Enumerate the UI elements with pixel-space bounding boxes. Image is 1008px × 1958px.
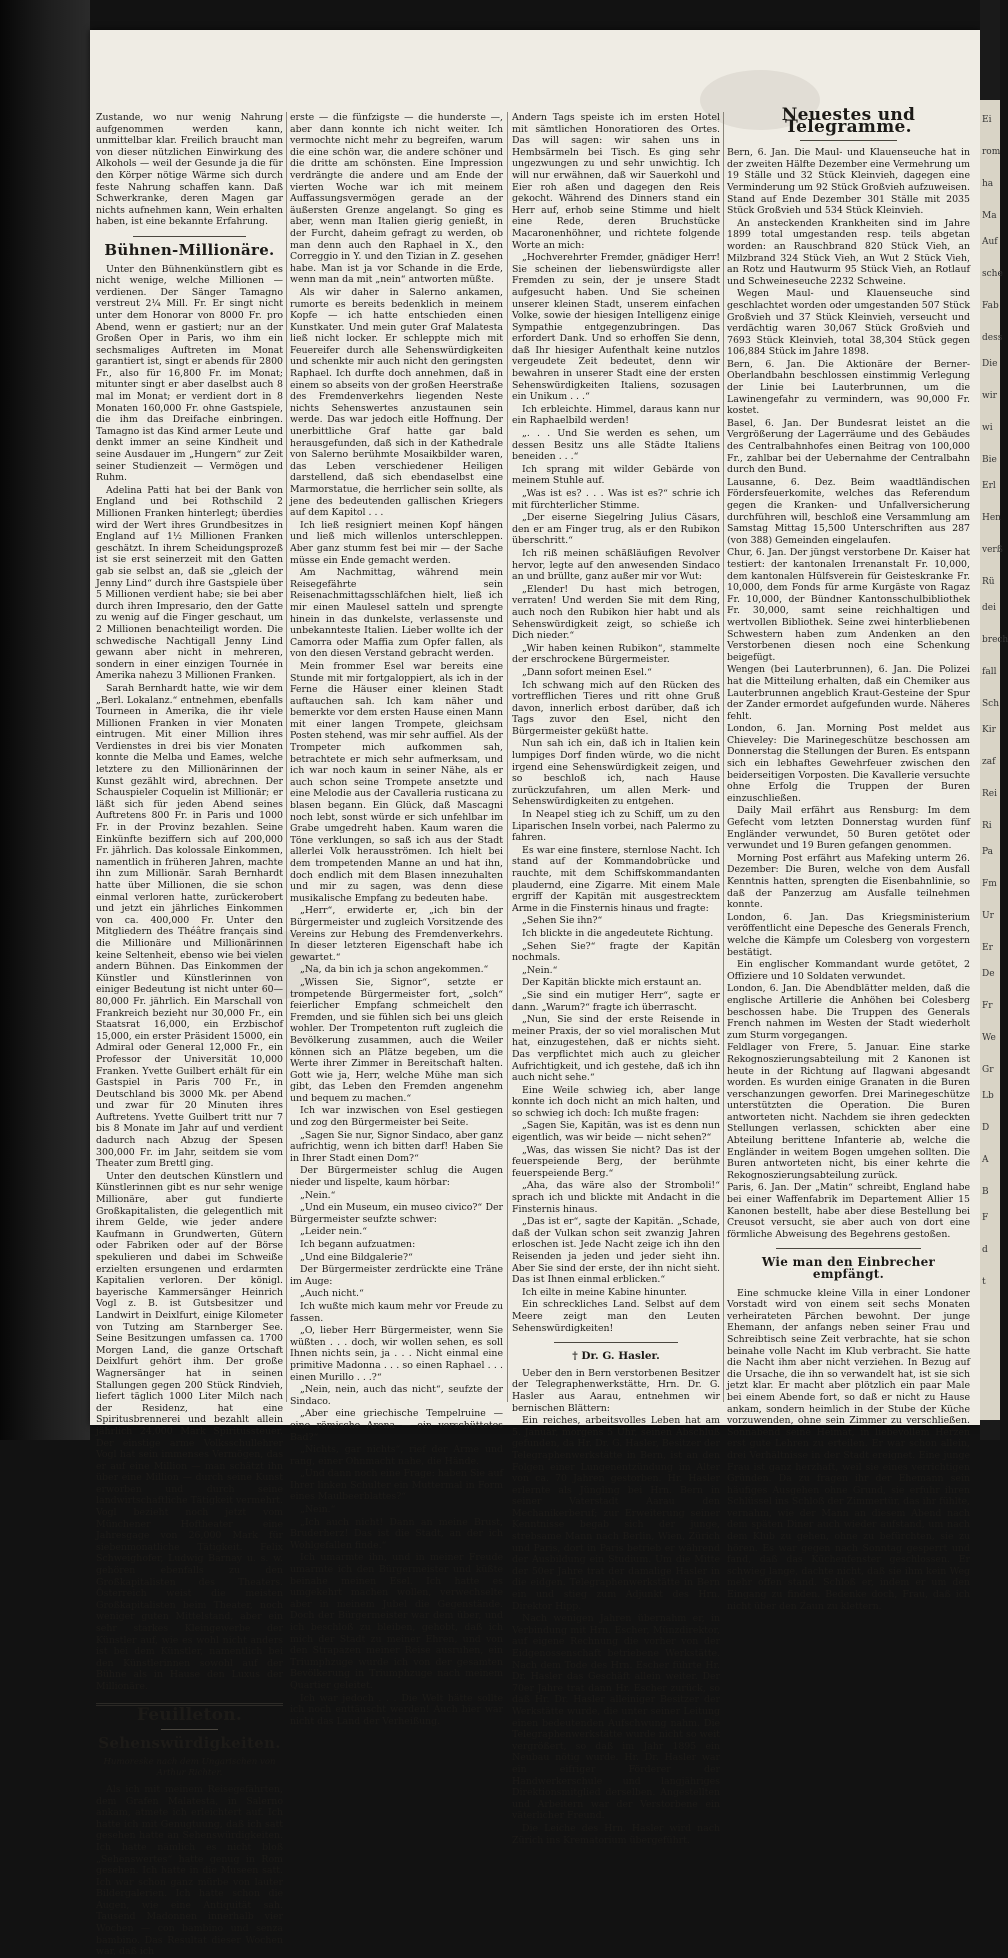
column-rule bbox=[507, 112, 508, 1402]
paragraph: „Aha, das wäre also der Stromboli!“ sprach ich und blickte mit Andacht in die Finsternis hinaus. bbox=[512, 1180, 720, 1215]
adjacent-page-fragment: Fr bbox=[982, 1001, 993, 1011]
adjacent-page-fragment: Kir bbox=[982, 725, 996, 735]
adjacent-page-fragment: We bbox=[982, 1033, 996, 1043]
paragraph: Ich riß meinen schäßläufigen Revolver hervor, legte auf den anwesenden Sindaco an und brüllte, ganz außer mir vor Wut: bbox=[512, 547, 720, 583]
paragraph: Der Bürgermeister schlug die Augen nieder und lispelte, kaum hörbar: bbox=[290, 1165, 503, 1189]
paragraph: Andern Tags speiste ich im ersten Hotel mit sämtlichen Honoratioren des Ortes. Das will sagen: wir sahen uns in Hembsärmeln bei Tisch. Es ging sehr ungezwungen zu und sehr unwichtig. Ich will nur erwähnen, daß wir Sauerkohl und Eier roh aßen und dagegen den Reis gekocht. Während des Dinners stand ein Herr auf, erhob seine Stimme und hielt eine Rede, deren Bruchstücke Macaronenhöhner, und richtete folgende Worte an mich: bbox=[512, 112, 720, 251]
adjacent-page-fragment: fall bbox=[982, 667, 997, 677]
news-item: Wegen Maul- und Klauenseuche sind geschlachtet worden oder umgestanden 507 Stück Großvieh und 37 Stück Kleinvieh, verseucht und verdächtig waren 30,067 Stück Großvieh und 7693 Stück Kleinvieh, total 38,304 Stück gegen 106,884 Stück im Jahre 1898. bbox=[727, 288, 970, 358]
paragraph: Als ich mit meinem Reisegefährten, dem Grafen Malatesta, in Salerno ankam, atmete ich erleichtert auf. Ich hatte ich mit Genugtuung, daß ich satt gesehen hatte an Sehenswürdigkeiten. Ich hatte nämlich es nicht bloß „Sehenswertes“ hatte genug in Rom gesehen. Ich hatte in die Museen satt. Ich war schon ganz mürbe von lauter Bildergalerien. Ich hatte schon die Augen, wie eine Antiquität sah. Tausend Madonnen innerhalb vier Wochen — con bambino und senza bambino. Das Resultat dieser Wochen war, daß ich bbox=[96, 1783, 283, 1958]
column-rule bbox=[723, 112, 724, 1402]
paragraph: „O, lieber Herr Bürgermeister, wenn Sie wüßten . . . doch, wir wollen sehen, es soll Ihnen nichts sein, ja . . . Nicht einmal eine primitive Madonna . . . so einen Raphael . . . einen Murillo . . .?“ bbox=[290, 1325, 503, 1383]
adjacent-page-fragment: Er bbox=[982, 943, 993, 953]
paragraph: Der Bürgermeister zerdrückte eine Träne im Auge: bbox=[290, 1264, 503, 1287]
paragraph: „Was, das wissen Sie nicht? Das ist der feuerspeiende Berg, der berühmte feuerspeiende Berg.“ bbox=[512, 1144, 720, 1179]
paragraph: Ich war inzwischen von Esel gestiegen und zog den Bürgermeister bei Seite. bbox=[290, 1105, 503, 1129]
news-item: Basel, 6. Jan. Der Bundesrat leistet an die Vergrößerung der Lagerräume und des Gebäudes des Centralbahnhofes einen Beitrag von 100,000 Fr., zahlbar bei der Uebernahme der Centralbahn durch den Bund. bbox=[727, 417, 970, 476]
article-title-einbrecher: Wie man den Einbrecher empfängt. bbox=[761, 1255, 936, 1281]
adjacent-page-fragment: dei bbox=[982, 603, 996, 613]
adjacent-page-fragment: Rei bbox=[982, 789, 997, 799]
paragraph: Eine schmucke kleine Villa in einer Londoner Vorstadt wird von einem seit sechs Monaten verheirateten Pärchen bewohnt. Der junge Ehemann, der anfangs neben seiner Frau und Schreibtisch seine Zeit verbrachte, hat sie schon beinahe volle Nacht im Klub verbracht. Sie hatte die Nacht ihm aber nicht verziehen. In Bezug auf die Ursache, die ihn so verwandelt hat, ist sie sich jetzt klar. Er macht aber plötzlich ein paar Male bei einem Abende fort, so daß er nicht zu Hause ankam, sondern heimlich in der Stube der Küche vorzuwenden, ohne sein Zimmer zu verschließen. Sonnabend seine Heimat, in liebevollem Herzen erst gute Lehren zu erteilen. Er war schon allein, drei Verhältnisse in der Stadt ereignet. Eine junge Frau ist ganz herzhaft, weil sie eines verrichtigen Gründen. Da zu fragen ihr der Ehemann sein häufiges Ausgehen ohne Grund, sie erfuhr ihren Schlüssel ins Schloß der Zimmertür, das ihr fühlte, vernahm, wie der Mann an diesem Abend nach dem späten Diner auch wieder aufstand, um nach dem Klub zu gehen, ohne zu befürchten, sie zu hören. Es war gegen nach Sonntag gesperrt und fand, daß das Küchenfenster geschlossen. Er schwieg lange, dachte nicht, daß sie ihm kein Weg mehr offen stand. Schloß er, indem er um den Eingang zu finden. Bedenke doch, Frau, daß ich nicht über den Zaun zu klettern. bbox=[727, 1287, 970, 1612]
story-subtitle: Humoreske nach dem Ungarischen von Arthur Richter. bbox=[103, 1756, 276, 1779]
paragraph: „Was ist es? . . . Was ist es?“ schrie ich mit fürchterlicher Stimme. bbox=[512, 488, 720, 511]
adjacent-page-fragment: Fab bbox=[982, 301, 999, 311]
adjacent-page-fragment: Bie bbox=[982, 455, 997, 465]
paragraph: Ich eilte in meine Kabine hinunter. bbox=[522, 1286, 687, 1298]
news-item: Bern, 6. Jan. Die Aktionäre der Berner-Oberlandbahn beschlossen einstimmig Verlegung der Linie bei Lauterbrunnen, um die Lawinengefahr zu vermindern, was 90,000 Fr. kostet. bbox=[727, 358, 970, 417]
paragraph: „Ich auch nicht! Dann an meine Brust, Bruderherz! Das ist die Stadt, an der ich Wohlgefallen finde.“ bbox=[290, 1516, 503, 1551]
adjacent-page-fragment: Rü bbox=[982, 577, 995, 587]
adjacent-page-fragment: brech bbox=[982, 635, 1008, 645]
adjacent-page-edge bbox=[980, 100, 1008, 1420]
paragraph: „Und dann noch eine Frage: haben Sie auf Ihrer linken Schulter ein Muttermal in Form eines Maulbeerblattes?“ bbox=[290, 1468, 503, 1503]
story-title: Sehenswürdigkeiten. bbox=[98, 1734, 281, 1753]
divider bbox=[800, 140, 897, 141]
paragraph: Nach wenigen Jahren übernahm er, in Verbindung mit Hrn. Escher, Münzdirektor, auf eigene Rechnung die vorher von der Eidgenossenschaft betriebene Werkstätte. Nach dem Tode des Hrn. Escher führte Hr. Dr. Hasler das Geschäft allein weiter. Der 70er Jahre trat dann Hr. Escher zurück, so daß Hr. Dr. Hasler alleiniger Besitzer der Werkstätte wurde, die unter seiner Leitung einen bedeutenden Aufschwung nahm. Die Telegraphenwerkstätte wurde nicht so weit vergrößert, so daß im Jahr 1895 ein Neubau nötig wurde. Hr. Dr. Hasler war ein eifriger Förderer der Handwerkerschule und langjähriges Direktionsmitglied derselben. Angestellten und Arbeitern war der Verstorbene ein väterlicher Freund. bbox=[512, 1613, 720, 1822]
paragraph: „Und ein Museum, ein museo civico?“ Der Bürgermeister seufzte schwer: bbox=[290, 1202, 503, 1225]
paragraph: „Auch nicht.“ bbox=[300, 1288, 364, 1300]
adjacent-page-fragment: sche bbox=[982, 269, 1003, 279]
news-item: Daily Mail erfährt aus Rensburg: Im dem Gefecht vom letzten Donnerstag wurden fünf Engländer verwundet, 50 Buren getötet oder verwundet und 19 Buren gefangen genommen. bbox=[727, 805, 970, 852]
paragraph: Ein schreckliches Land. Selbst auf dem Meere zeigt man den Leuten Sehenswürdigkeiten! bbox=[512, 1299, 720, 1334]
paragraph: Der Kapitän blickte mich erstaunt an. bbox=[522, 977, 702, 989]
paragraph: Ich sprang mit wilder Gebärde von meinem Stuhle auf. bbox=[512, 463, 720, 487]
adjacent-page-fragment: Fm bbox=[982, 879, 997, 889]
column-4 bbox=[727, 105, 970, 1612]
news-item: Wengen (bei Lauterbrunnen), 6. Jan. Die Polizei hat die Mitteilung erhalten, daß ein Chemiker aus Lauterbrunnen angeblich Kraut-Gesteine der Spur der Zander ermordet aufgefunden wurde. Näheres fehlt. bbox=[727, 664, 970, 722]
adjacent-page-fragment: B bbox=[982, 1187, 989, 1197]
paragraph: „Und eine Bildgalerie?“ bbox=[300, 1251, 413, 1263]
column-1 bbox=[96, 112, 283, 1958]
adjacent-page-fragment: D bbox=[982, 1123, 990, 1133]
paragraph: „Wir haben keinen Rubikon“, stammelte der erschrockene Bürgermeister. bbox=[512, 642, 720, 666]
news-item: Chur, 6. Jan. Der jüngst verstorbene Dr. Kaiser hat testiert: der kantonalen Irrenanstalt Fr. 10,000, dem kantonalen Hülfsverein für Geisteskranke Fr. 10,000, dem Fonds für arme Kurgäste von Ragaz Fr. 10,000, der Bündner Kantonsschulbibliothek Fr. 30,000, samt seine reichhaltigen und wertvollen Bibliothek. Seine zwei hinterbliebenen Schwestern haben zum Andenken an den Verstorbenen diesen noch eine Schenkung beigefügt. bbox=[727, 547, 970, 663]
paragraph: Ich umarmte ihn, und in meiner Freude umarmte ich den Bürgermeister und küßte beinahe meinen Esel. Ich hatte es umgekehrt machen wollen, verwechselte aber in meinem Jubel die Gegenstände. Doch der Bürgermeister war dem über, und ich beschloß zu bleiben, gehobt, daß ich mich der Stadt zu meiner Ehren, und von den Strapazen meiner Reise ausruhen, ein Triumphzuge wurde ich von der gesamten Bevölkerung in Triumphzuge nach meinem Quartier geleitet. bbox=[290, 1552, 503, 1691]
paragraph: „Leider nein.“ bbox=[300, 1226, 368, 1238]
adjacent-page-fragment: t bbox=[982, 1277, 986, 1287]
adjacent-page-fragment: wi bbox=[982, 423, 993, 433]
news-item: Bern, 6. Jan. Die Maul- und Klauenseuche hat in der zweiten Hälfte Dezember eine Vermehrung um 19 Ställe und 32 Stück Kleinvieh, dagegen eine Verminderung um 92 Stück Großvieh aufzuweisen. Stand auf Ende Dezember 301 Ställe mit 2035 Stück Großvieh und 534 Stück Kleinvieh. bbox=[727, 147, 970, 217]
paragraph: Ich blickte in die angedeutete Richtung. bbox=[522, 927, 714, 939]
adjacent-page-fragment: Ur bbox=[982, 911, 994, 921]
paragraph: Mein frommer Esel war bereits eine Stunde mit mir fortgaloppiert, als ich in der Ferne die Häuser einer kleinen Stadt auftauchen sah. Ich kam näher und bemerkte vor dem ersten Hause einen Mann mit einer langen Trompete, gleichsam Posten stehend, was mir sehr auffiel. Als der Trompeter mich aufkommen sah, betrachtete er mich sehr aufmerksam, und ich war noch kaum in seiner Nähe, als er auch schon seine Trompete ansetzte und eine Melodie aus der Cavalleria rusticana zu blasen begann. Ein Glück, daß Mascagni noch lebt, sonst würde er sich unfehlbar im Grabe umgedreht haben. Kaum waren die Töne verklungen, so saß ich aus der Stadt allerlei Volk herausströmen. Ich hielt bei dem trompetenden Manne an und hat ihn, doch endlich mit dem Blasen innezuhalten und mir zu sagen, was denn diese musikalische Empfang zu bedeuten habe. bbox=[290, 660, 503, 904]
column-rule bbox=[286, 112, 287, 1402]
adjacent-page-fragment: Hen bbox=[982, 513, 1001, 523]
paragraph: „Nichts, gar nichts“, rief der Arme und rang, einer Ohnmacht nahe, die Hände. bbox=[290, 1444, 503, 1467]
paragraph: Ueber den in Bern verstorbenen Besitzer der Telegraphenwerkstätte, Hrn. Dr. G. Hasler aus Aarau, entnehmen wir bernischen Blättern: bbox=[512, 1367, 720, 1414]
paragraph: „Sie sind ein mutiger Herr“, sagte er dann. „Warum?“ fragte ich überrascht. bbox=[512, 989, 720, 1013]
adjacent-page-fragment: rom bbox=[982, 147, 1001, 157]
paragraph: „Na, da bin ich ja schon angekommen.“ bbox=[300, 964, 489, 976]
paragraph: „Nein.“ bbox=[300, 1189, 336, 1201]
divider bbox=[554, 1342, 679, 1343]
paragraph: „Nein.“ bbox=[300, 1504, 336, 1516]
paragraph: „Hochverehrter Fremder, gnädiger Herr! Sie scheinen der liebenswürdigste aller Fremden zu sein, der je unsere Stadt aufgesucht haben. Und Sie scheinen unserer kleinen Stadt, unserem einfachen Volke, sowie der hiesigen Intelligenz einige Sympathie entgegenzubringen. Das erfordert Dank. Und so erhoffen Sie denn, daß Ihr hiesiger Aufenthalt keine nutzlos vergeudete Zeit bedeutet, denn wir bewahren in unserer Stadt eine der ersten Sehenswürdigkeiten Italiens, sozusagen ein Unikum . . .“ bbox=[512, 252, 720, 403]
paragraph: Adelina Patti hat bei der Bank von England und bei Rothschild 2 Millionen Franken hinterlegt; überdies wird der Wert ihres Grundbesitzes in England auf 1½ Millionen Franken geschätzt. In ihrem Scheidungsprozeß ist sie erst seinerzeit mit den Gatten gab sie selbst an, daß sie „gleich der Jenny Lind“ durch ihre Gastspiele über 5 Millionen verdient habe; sie bei aber durch ihren Impresario, den der Gatte zu wenig auf die Finger geschaut, um 2 Millionen benachteiligt worden. Die schwedische Nachtigall Jenny Lind gewann aber nicht in mehreren, sondern in einer einzigen Tournée in Amerika nahezu 3 Millionen Franken. bbox=[96, 484, 283, 682]
paragraph: „Sagen Sie nur, Signor Sindaco, aber ganz aufrichtig, wenn ich bitten darf! Haben Sie in Ihrer Stadt einen Dom?“ bbox=[290, 1129, 503, 1164]
news-item: Feldlager von Frere, 5. Januar. Eine starke Rekognoszierungsabteilung mit 2 Kanonen ist heute in der Richtung auf Ilagwani abgesandt worden. Es wurden einige Granaten in die Buren verschanzungen geworfen. Drei Marinegeschütze unterstützten die Operation. Die Buren antworteten nicht. Nachdem sie ihren gedeckten Stellungen verlassen, schickten aber eine Abteilung berittene Infanterie ab, welche die Engländer in weitem Bogen umgehen sollten. Die Buren antworteten nicht, bis einer kehrte die Rekognoszierungsabteilung zurück. bbox=[727, 1042, 970, 1181]
paragraph: Eine Weile schwieg ich, aber lange konnte ich doch nicht an mich halten, und so schwieg ich doch: Ich mußte fragen: bbox=[512, 1084, 720, 1119]
paragraph: Sarah Bernhardt hatte, wie wir dem „Berl. Lokalanz.“ entnehmen, ebenfalls Tourneen in Amerika, die ihr viele Millionen Franken in vier Monaten eintrugen. Mit einer Million ihres Verdienstes in drei bis vier Monaten konnte die Melba und Eames, welche letztere zu den Millionärinnen der Kunst gezählt wird, abrechnen. Der Schauspieler Coquelin ist Millionär; er läßt sich für jeden Abend seines Auftretens 800 Fr. in Paris und 1000 Fr. in der Provinz bezahlen. Seine Einkünfte beziffern sich auf 200,000 Fr. jährlich. Das kolossale Einkommen, namentlich in früheren Jahren, machte ihn zum Millionär. Sarah Bernhardt hatte über Millionen, die sie schon einmal verloren hatte, zurückerobert und jetzt ein jährliches Einkommen von ca. 400,000 Fr. Unter den Mitgliedern des Théâtre français sind die Millionäre und Millionärinnen keine Seltenheit, ebenso wie bei vielen andern Bühnen. Das Einkommen der Künstler und Künstlerinnen von einiger Bedeutung ist nicht unter 60—80,000 Fr. jährlich. Ein Marschall von Frankreich bezieht nur 30,000 Fr., ein Staatsrat 16,000, ein Erzbischof 15,000, ein erster Präsident 15000, ein Admiral oder General 12,000 Fr., ein Professor der Universität 10,000 Franken. Yvette Guilbert erhält für ein Gastspiel in Paris 700 Fr., in Deutschland bis 3000 Mk. per Abend und zwar für 20 Minuten ihres Auftretens. Yvette Guilbert tritt nur 7 bis 8 Monate im Jahr auf und verdient dadurch nach Abzug der Spesen 300,000 Fr. im Jahr, seitdem sie vom Theater zum Brettl ging. bbox=[96, 682, 283, 1170]
article-title-buehnen-millionaere: Bühnen-Millionäre. bbox=[104, 240, 275, 259]
paragraph: In Neapel stieg ich zu Schiff, um zu den Liparischen Inseln vorbei, nach Palermo zu fahren. bbox=[512, 809, 720, 844]
paragraph: Ich begann aufzuatmen: bbox=[300, 1239, 416, 1250]
paragraph: „Elender! Du hast mich betrogen, verraten! Und werden Sie mit dem Ring, auch noch den Rubikon hier habt und als Sehenswürdigkeit zeigt, so schieße ich Dich nieder.“ bbox=[512, 583, 720, 642]
paragraph: „Der eiserne Siegelring Julius Cäsars, den er am Finger trug, als er den Rubikon überschritt.“ bbox=[512, 512, 720, 547]
adjacent-page-fragment: ha bbox=[982, 179, 994, 189]
paragraph: Als wir daher in Salerno ankamen, rumorte es bereits bedenklich in meinem Kopfe — ich hatte entschieden einen Kunstkater. Und mein guter Graf Malatesta ließ nicht locker. Er schleppte mich mit Feuereifer durch alle Sehenswürdigkeiten und schenkte mir auch nicht den geringsten Raphael. Ich durfte doch annehmen, daß in einem so abseits von der großen Heerstraße des Fremdenverkehrs liegenden Neste nichts Sehenswertes anzustaunen sein werde. Das war jedoch eitle Hoffnung. Der unerbittliche Graf hatte gar bald herausgefunden, daß sich in der Kathedrale von Salerno berühmte Mosaikbilder waren, das Leben verschiedener Heiligen darstellend, daß sich ebendaselbst eine Marmorstatue, die herrlicher sein sollte, als jene des bedeutenden gallischen Kriegers auf dem Kapitol . . . bbox=[290, 286, 503, 519]
paragraph: „Wissen Sie, Signor“, setzte er trompetende Bürgermeister fort, „solch“ feierlicher Empfang schmeichelt den Fremden, und sie fühlen sich bei uns gleich wohler. Der Trompetenton ruft zugleich die Bevölkerung zusammen, auch die Weiler können sich an Plätze begeben, um die Werte ihrer Zimmer in Bereitschaft halten. Gott wie ja, Herr, welche Mühe man sich gibt, das Leben den Fremden angenehm und bequem zu machen.“ bbox=[290, 976, 503, 1104]
news-item: London, 6. Jan. Die Abendblätter melden, daß die englische Artillerie die Anhöhen bei Colesberg beschossen habe. Die Truppen des Generals French nahmen im Westen der Stadt wiederholt zum Sturm vorgegangen. bbox=[727, 983, 970, 1041]
adjacent-page-fragment: zaf bbox=[982, 757, 996, 767]
adjacent-page-fragment: Sch bbox=[982, 699, 1000, 709]
paragraph: „Dann sofort meinen Esel.“ bbox=[522, 666, 652, 678]
paragraph: Ich war jedoch . . . Die Welt hätte sollte ich noch enttäuscht werden! Auch hier war nicht das Land der Verheißung. bbox=[290, 1692, 503, 1727]
paragraph: Ich schwang mich auf den Rücken des vortrefflichen Tieres und ritt ohne Gruß davon, innerlich erbost darüber, daß ich Tags zuvor den Esel, nicht den Bürgermeister geküßt hatte. bbox=[512, 679, 720, 737]
adjacent-page-fragment: Pa bbox=[982, 847, 994, 857]
paragraph: „Aber eine griechische Tempelruine — eine römische Arena — ein verschüttetes Bad?“ bbox=[290, 1408, 503, 1443]
news-item: London, 6. Jan. Morning Post meldet aus Chieveley: Die Marinegeschütze beschossen am Donnerstag die Stellungen der Buren. Es entspann sich ein lebhaftes Gewehrfeuer zwischen den beiderseitigen Vorposten. Die Kavallerie versuchte ohne Erfolg die Truppen der Buren einzuschließen. bbox=[727, 723, 970, 804]
paragraph: „Herr“, erwiderte er, „ich bin der Bürgermeister und zugleich Vorsitzende des Vereins zur Hebung des Fremdenverkehrs. In dieser letzteren Eigenschaft habe ich gewartet.“ bbox=[290, 905, 503, 963]
paragraph: Ich wußte mich kaum mehr vor Freude zu fassen. bbox=[290, 1300, 503, 1324]
scanner-background-right bbox=[980, 0, 1008, 1440]
adjacent-page-fragment: Gr bbox=[982, 1065, 994, 1075]
adjacent-page-fragment: Ri bbox=[982, 821, 992, 831]
paragraph: Unter den Bühnenkünstlern gibt es nicht wenige, welche Millionen — verdienen. Der Sänger Tamagno verstreut 2¼ Mill. Fr. Er singt nicht unter dem Honorar von 8000 Fr. pro Abend, wenn er gastiert; nur an der Großen Oper in Paris, wo ihm ein sechsmaliges Auftreten im Monat garantiert ist, singt er abends für 2800 Fr., also für 16,800 Fr. im Monat; mitunter singt er aber daselbst auch 8 mal im Monat; er verdient dort in 8 Monaten 160,000 Fr. ohne Gastspiele, die ihm das Dreifache einbringen. Tamagno ist das Kind armer Leute und denkt immer an seine Kindheit und seine Ausdauer im „Hungern“ zur Zeit seiner Studienzeit — Vermögen und Ruhm. bbox=[96, 263, 283, 484]
adjacent-page-fragment: Ma bbox=[982, 211, 997, 221]
obituary-title: † Dr. G. Hasler. bbox=[572, 1350, 660, 1363]
adjacent-page-fragment: d bbox=[982, 1245, 988, 1255]
news-section-title: Neuestes und Telegramme. bbox=[781, 105, 916, 137]
paragraph: Ich ließ resigniert meinen Kopf hängen und ließ mich willenlos unterschleppen. Aber ganz stumm fest bei mir — der Sache müsse ein Ende gemacht werden. bbox=[290, 519, 503, 566]
scanner-background-left bbox=[0, 0, 90, 1440]
adjacent-page-fragment: verß bbox=[982, 545, 1003, 555]
newspaper-page bbox=[90, 30, 980, 1958]
article-continuation: Zustande, wo nur wenig Nahrung aufgenommen werden kann, unmittelbar klar. Freilich braucht man von dieser nützlichen Einwirkung des Alkohols — weil der Gesunde ja die für den Körper nötige Wärme sich durch feste Nahrung schaffen kann. Daß Schwerkranke, deren Magen gar nichts aufnehmen kann, Wein erhalten haben, ist eine bekannte Erfahrung. bbox=[96, 112, 283, 228]
adjacent-page-fragment: Lb bbox=[982, 1091, 994, 1101]
adjacent-page-fragment: Ei bbox=[982, 115, 992, 125]
paragraph: „Sagen Sie, Kapitän, was ist es denn nun eigentlich, was wir beide — nicht sehen?“ bbox=[512, 1120, 720, 1144]
adjacent-page-fragment: Auf bbox=[982, 237, 998, 247]
divider bbox=[133, 236, 245, 237]
paragraph: Ich erbleichte. Himmel, daraus kann nur ein Raphaelbild werden! bbox=[512, 403, 720, 427]
paragraph: „Sehen Sie ihn?“ bbox=[522, 915, 603, 927]
news-item: Lausanne, 6. Dez. Beim waadtländischen Fördersfeuerkomite, welches das Referendum gegen die Kranken- und Unfallversicherung durchführen will, beschloß eine Versammlung am Samstag Mittag 15,500 Unterschriften aus 287 (von 388) Gemeinden eingelaufen. bbox=[727, 476, 970, 546]
adjacent-page-fragment: Erl bbox=[982, 481, 996, 491]
paragraph: „Nein.“ bbox=[522, 964, 558, 976]
adjacent-page-fragment: F bbox=[982, 1213, 989, 1223]
column-2 bbox=[290, 112, 503, 1727]
paragraph: Die Leiche des Hrn. Hasler wird nach Zürich ins Krematorium übergeführt. bbox=[512, 1822, 720, 1846]
news-item: Ein englischer Kommandant wurde getötet, 2 Offiziere und 10 Soldaten verwundet. bbox=[727, 959, 970, 982]
news-item: Paris, 6. Jan. Der „Matin“ schreibt, England habe bei einer Waffenfabrik im Departement Allier 15 Kanonen bestellt, habe aber diese Bestellung bei Creusot versucht, sie aber auch von dort eine förmliche Abweisung des Begehrens gestoßen. bbox=[727, 1182, 970, 1240]
adjacent-page-fragment: De bbox=[982, 969, 995, 979]
paragraph: Es war eine finstere, sternlose Nacht. Ich stand auf der Kommandobrücke und rauchte, mit dem Schiffskommandanten plaudernd, eine Zigarre. Mit einem Male ergriff der Kapitän mit ausgestrecktem Arme in die Finsternis hinaus und fragte: bbox=[512, 844, 720, 914]
news-item: London, 6. Jan. Das Kriegsministerium veröffentlicht eine Depesche des Generals French, welche die Kämpfe um Colesberg von vorgestern bestätigt. bbox=[727, 911, 970, 958]
paragraph: Unter den deutschen Künstlern und Künstlerinnen gibt es nur sehr wenige Millionäre, aber gut fundierte Großkapitalisten, die gelegentlich mit ihrem Gelde, wie jeder andere Kaufmann in Grundwerten, Gütern oder Fabriken oder auf der Börse spekulieren und dabei im Schweiße erzielten ersungenen und erdarmten Kapitalien verloren. Der königl. bayerische Kammersänger Heinrich Vogl z. B. ist Gutsbesitzer und Landwirt in Deixlfurt, einige Kilometer von Tutzing am Starnberger See. Seine Besitzungen umfassen ca. 1700 Morgen Land, die ganze Ortschaft Deixlfurt gehört ihm. Der große Wagnersänger hat in seinen Stallungen gegen 200 Stück Rindvieh, liefert täglich 1000 Liter Milch nach der Residenz, hat eine Spiritusbrennerei und bezahlt allein jährlich 24,000 Mark Spiritussteuer. Der einstige arme Volksschullehrer Vogl hat sein immenses Vermögen, das er auf eine Million — man schätzt ihn über eine Million — durch seine Kunst erworben und durch seine landwirtschaftliche Tätigkeit vermehrt. Vogl bezieht noch jetzt vom Münchener Hoftheater eine Jahresgage von 26,000 Mark für siebenmonatliche Tätigkeit. Felix Schweighofer, Ludwig Barnay u. s. w. gehören ebenfalls zu den Großkapitalisten des Theaters. Österreich weist die meisten Großkapitalisten beim Theater, noch weniger guten Mittelstand, aber ein sehr starkes Kleingewerbe der Künstler auf, wie es wohl nicht anders ist bei dem Künstler, namentlich bei den Künstlerinnen sowohl auf der Bühne als in Hause den Luxus der Millionäre. bbox=[96, 1170, 283, 1692]
paragraph: „Sehen Sie?“ fragte der Kapitän nochmals. bbox=[512, 940, 720, 964]
paragraph: „Nun, Sie sind der erste Reisende in meiner Praxis, der so viel moralischen Mut hat, einzugestehen, daß er nichts sieht. Das verpflichtet mich auch zu gleicher Aufrichtigkeit, und ich gestehe, daß ich ihn auch nicht sehe.“ bbox=[512, 1014, 720, 1084]
paragraph: Ein reiches, arbeitsvolles Leben hat am 5. Januar, morgens 5 Uhr, seinen Abschluß gefunden, da Hr. Dr. G. Hasler, Besitzer der Telegraphenwerkstätte in Bern, ist an den Folgen einer Lungenentzündung im Alter von ca. 70 Jahren gestorben. Hr. Hasler erlernte als Jüngling bei Hrn. Bern in seiner Vaterstadt Aarau den Mechanikerberuf; zur Erweiterung seiner Kenntnisse begab sich der junge, strebsame Mann nach Berlin, Wien, Zürich und Paris, dort in Paris betrieb er während der Ausbildung ein Studium. Um die Mitte der 50er Jahre trat der damalige Hasler in die eidgen. Telegraphenwerkstätte in Bern ein und stieg zum Adjunkt des Hrn. Direktor Hipp. bbox=[512, 1415, 720, 1612]
column-3 bbox=[512, 112, 720, 1846]
news-item: An ansteckenden Krankheiten sind im Jahre 1899 total umgestanden resp. teils abgetan worden: an Rauschbrand 820 Stück Vieh, an Milzbrand 324 Stück Vieh, an Wut 2 Stück Vieh, an Rotz und Hautwurm 95 Stück Vieh, an Rotlauf und Schweineseuche 2232 Schweine. bbox=[727, 217, 970, 287]
feuilleton-heading: Feuilleton. bbox=[136, 1704, 243, 1725]
paragraph: „. . . Und Sie werden es sehen, um dessen Besitz uns alle Städte Italiens beneiden . . .“ bbox=[512, 428, 720, 463]
paragraph: erste — die fünfzigste — die hunderste —, aber dann konnte ich nicht weiter. Ich vermochte nicht mehr zu begreifen, warum die eine schön war, die andere schöner und die dritte am schönsten. Eine Impression verdrängte die andere und am Ende der vierten Woche war ich mit meinem Auffassungsvermögen gerade an der äußersten Grenze angelangt. So ging es aber, wenn man Italien gierig genießt, in der Furcht, daheim gefragt zu werden, ob man denn auch den Raphael in X., den Correggio in Y. und den Tizian in Z. gesehen habe. Man ist ja vor Schande in die Erde, wenn man da mit „nein“ antworten müßte. bbox=[290, 112, 503, 286]
news-item: Morning Post erfährt aus Mafeking unterm 26. Dezember: Die Buren, welche von dem Ausfall Kenntnis hatten, sprengten die Eisenbahnlinie, so daß der Panzerzug am Ausfalle teilnehmen konnte. bbox=[727, 852, 970, 911]
adjacent-page-fragment: dess bbox=[982, 333, 1003, 343]
paragraph: Nun sah ich ein, daß ich in Italien kein lumpiges Dorf finden würde, wo die nicht irgend eine Sehenswürdigkeit zeigen, und so beschloß ich, nach Hause zurückzufahren, um allen Merk- und Sehenswürdigkeiten zu entgehen. bbox=[512, 738, 720, 808]
adjacent-page-fragment: Die bbox=[982, 359, 998, 369]
paragraph: „Das ist er“, sagte der Kapitän. „Schade, daß der Vulkan schon seit zwanzig Jahren erloschen ist. Jede Nacht zeige ich ihn den Reisenden ja jeden und jeder sieht ihn. Aber Sie sind der erste, der ihn nicht sieht. Das ist Ihnen einmal erblicken.“ bbox=[512, 1216, 720, 1286]
divider bbox=[776, 1248, 922, 1249]
adjacent-page-fragment: wir bbox=[982, 391, 997, 401]
paragraph: Am Nachmittag, während mein Reisegefährte sein Reisenachmittagsschläfchen hielt, ließ ich mir einen Maulesel satteln und sprengte hinein in das dunkelste, verlassenste und unbekannteste Italien. Lieber wollte ich der Camorra oder Maffia zum Opfer fallen, als von den diesen Verstand gebracht werden. bbox=[290, 567, 503, 660]
adjacent-page-fragment: A bbox=[982, 1155, 989, 1165]
divider bbox=[161, 1729, 217, 1730]
paragraph: „Nein, nein, auch das nicht“, seufzte der Sindaco. bbox=[290, 1384, 503, 1407]
